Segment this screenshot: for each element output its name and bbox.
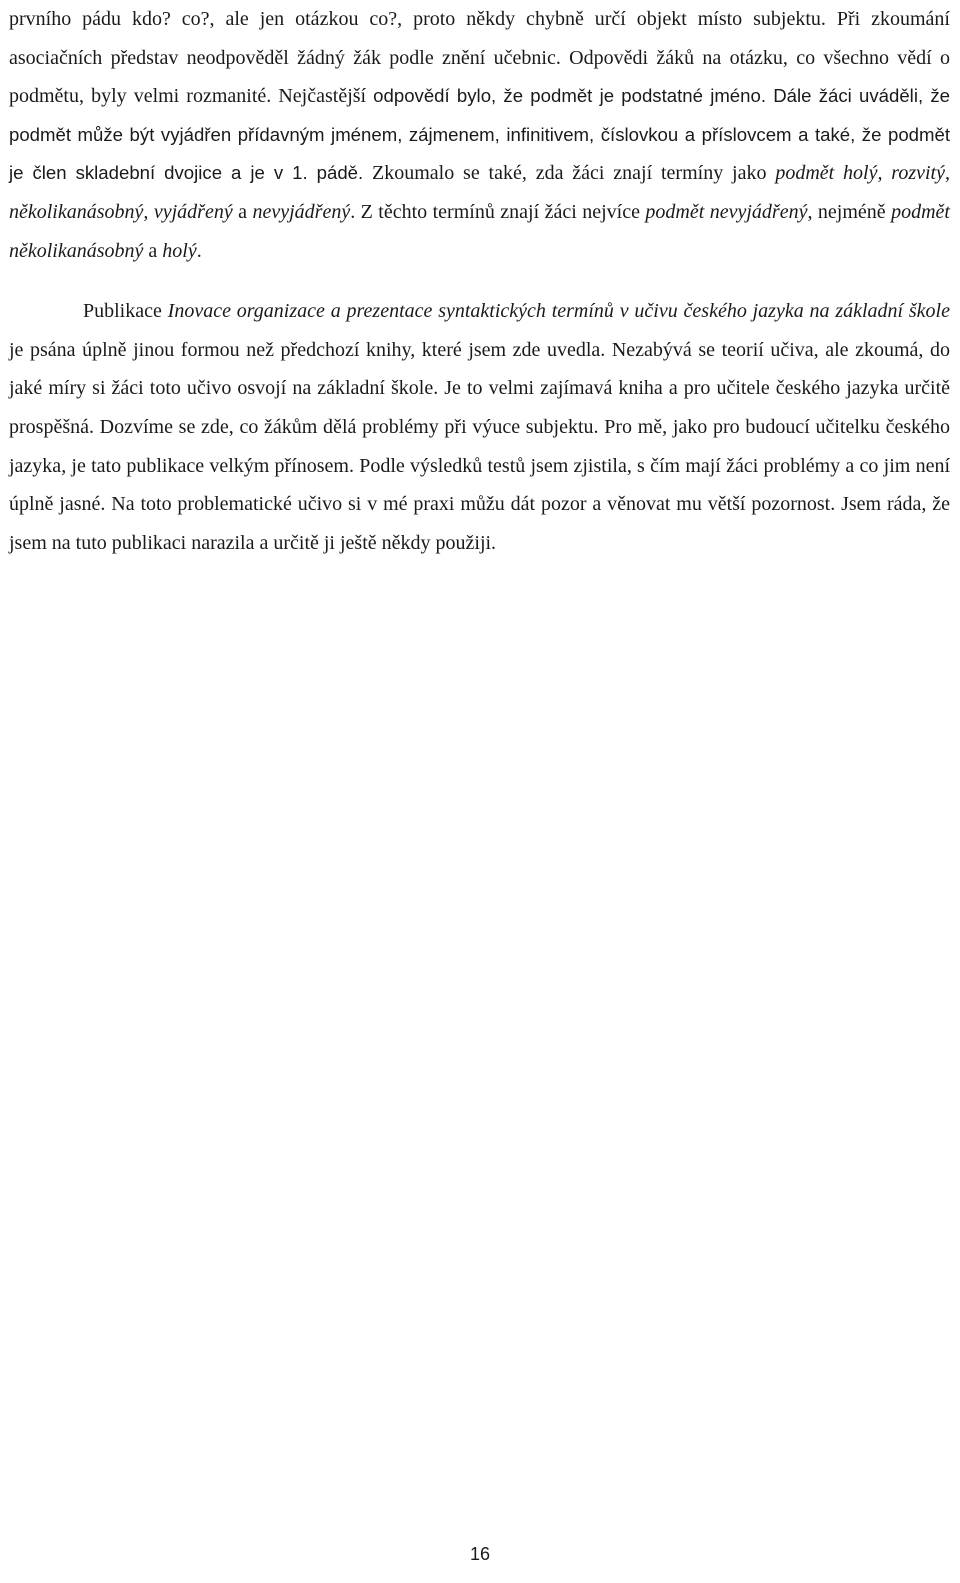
paragraph-2 — [9, 292, 950, 562]
text-segment: prvního pádu kdo? co?, ale jen otázkou co?, proto někdy chybně určí objekt místo subjektu. Při zkoumání asociačních představ neodpověděl žádný žák podle znění učebnic. Odpovědi žáků na otázku, co všechno vědí o podmětu, byly velmi rozmanité. Nejčastější — [9, 8, 950, 108]
text-segment: . — [196, 239, 202, 262]
text-segment: . Z těchto termínů znají žáci nejvíce — [350, 200, 646, 223]
text-segment: a — [143, 239, 163, 262]
book-title: Inovace organizace a prezentace syntaktických termínů v učivu českého jazyka na základní škole — [167, 300, 950, 323]
italic-term: nevyjádřený — [252, 200, 351, 223]
italic-term: podmět několikanásobný — [9, 200, 950, 262]
italic-term: podmět nevyjádřený — [645, 200, 808, 223]
document-page — [9, 0, 950, 562]
page-number: 16 — [469, 1544, 491, 1564]
text-segment: Zkoumalo se také, zda žáci znají termíny jako — [363, 162, 776, 185]
text-segment: , nejméně — [807, 200, 892, 223]
text-segment: Publikace — [83, 300, 168, 323]
text-segment: a — [232, 200, 253, 223]
text-segment: je psána úplně jinou formou než předchozí knihy, které jsem zde uvedla. Nezabývá se teorií učiva, ale zkoumá, do jaké míry si žáci toto učivo osvojí na základní škole. Je to velmi zajímavá kniha a pro učitele českého jazyka určitě prospěšná. Dozvíme se zde, co žákům dělá problémy při výuce subjektu. Pro mě, jako pro budoucí učitelku českého jazyka, je tato publikace velkým přínosem. Podle výsledků testů jsem zjistila, s čím mají žáci problémy a co jim není úplně jasné. Na toto problematické učivo si v mé praxi můžu dát pozor a věnovat mu větší pozornost. Jsem ráda, že jsem na tuto publikaci narazila a určitě ji ještě někdy použiji. — [9, 338, 950, 554]
italic-term: podmět holý, rozvitý, několikanásobný, vyjádřený — [9, 162, 950, 223]
italic-term: holý — [162, 239, 197, 262]
text-segment-sans: odpovědí bylo, že podmět je podstatné jméno. Dále žáci uváděli, že podmět může být vyjádřen přídavným jménem, zájmenem, infinitivem, číslovkou a příslovcem a také, že podmět je člen skladební dvojice a je v 1. pádě. — [9, 85, 950, 184]
paragraph-1 — [9, 0, 950, 270]
